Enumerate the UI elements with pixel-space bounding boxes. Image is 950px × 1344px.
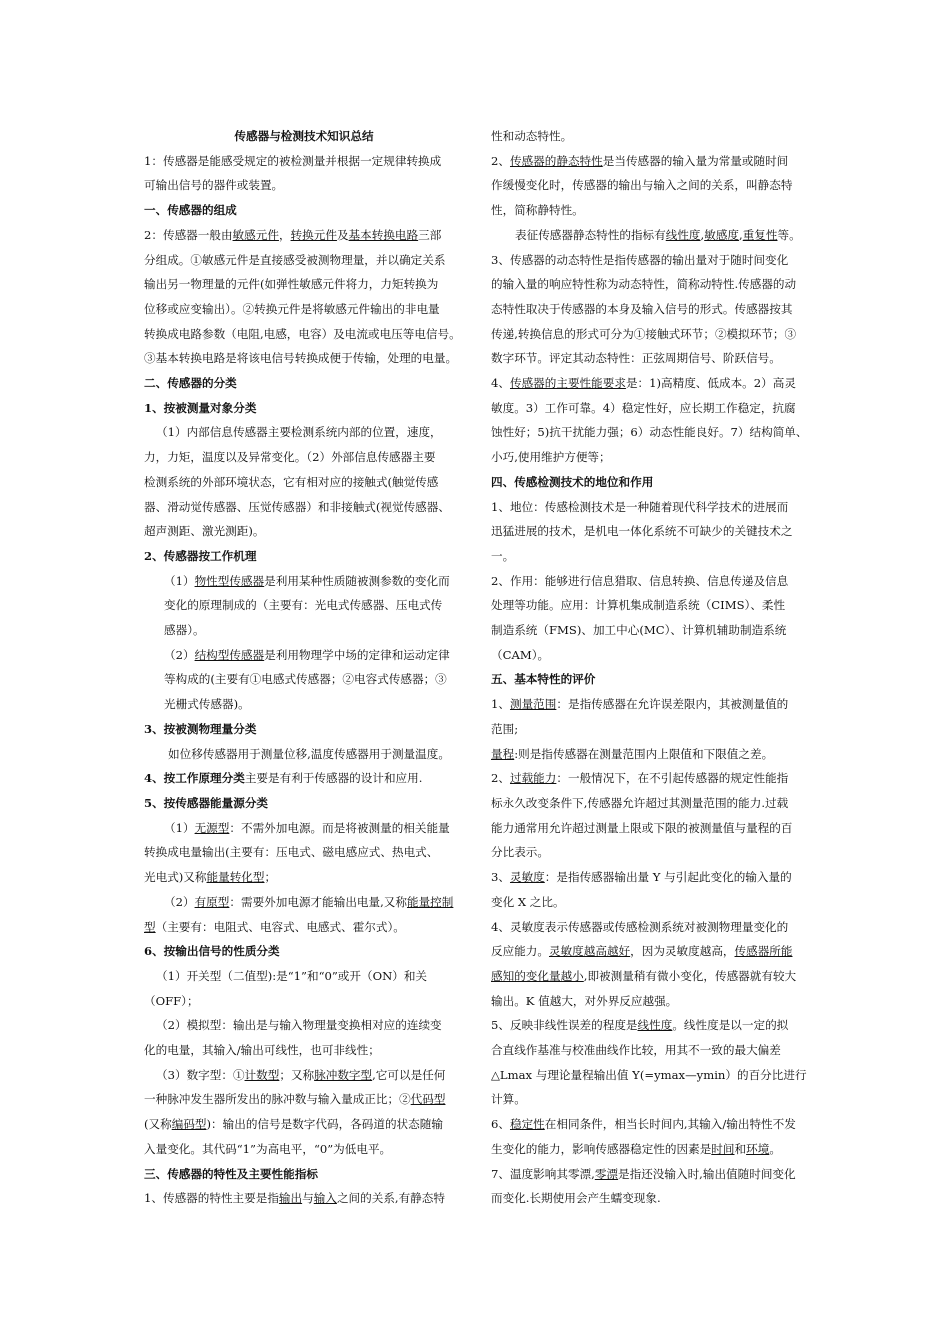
paragraph-line: 传递,转换信息的形式可分为①接触式环节；②模拟环节；③ xyxy=(491,326,797,341)
paragraph-line: 4、传感器的主要性能要求是：1)高精度、低成本。2）高灵 xyxy=(491,376,796,391)
paragraph-line: 态特性取决于传感器的本身及输入信号的形式。传感器按其 xyxy=(491,301,793,316)
section-heading: 四、传感检测技术的地位和作用 xyxy=(491,474,654,489)
paragraph-line: 表征传感器静态特性的指标有线性度,敏感度,重复性等。 xyxy=(515,227,801,242)
paragraph-line: 2：传感器一般由敏感元件，转换元件及基本转换电路三部 xyxy=(144,227,442,242)
paragraph-line: 检测系统的外部环境状态，它有相对应的接触式(触觉传感 xyxy=(144,474,439,489)
paragraph-line: 生变化的能力，影响传感器稳定性的因素是时间和环境。 xyxy=(491,1141,781,1156)
paragraph-line: 5、反映非线性误差的程度是线性度。线性度是以一定的拟 xyxy=(491,1018,789,1033)
subsection-heading: 3、按被测物理量分类 xyxy=(144,721,257,736)
paragraph-line: 型（主要有：电阻式、电容式、电感式、霍尔式）。 xyxy=(144,919,405,934)
section-heading: 二、传感器的分类 xyxy=(144,376,237,391)
paragraph-line: 可输出信号的器件或装置。 xyxy=(144,178,284,193)
paragraph-line: 反应能力。灵敏度越高越好，因为灵敏度越高，传感器所能 xyxy=(491,944,793,959)
paragraph-line: 2、过载能力：一般情况下，在不引起传感器的规定性能指 xyxy=(491,771,789,786)
paragraph-line: 计算。 xyxy=(491,1092,526,1107)
paragraph-line: 标永久改变条件下,传感器允许超过其测量范围的能力.过载 xyxy=(491,795,789,810)
paragraph-line: 输出。K 值越大，对外界反应越强。 xyxy=(491,993,678,1008)
subsection-heading: 1、按被测量对象分类 xyxy=(144,400,257,415)
paragraph-line: 分比表示。 xyxy=(491,845,549,860)
paragraph-line: 器、滑动觉传感器、压觉传感器）和非接触式(视觉传感器、 xyxy=(144,499,450,514)
paragraph-line: 范围; xyxy=(491,721,519,736)
paragraph-line: 7、温度影响其零漂,零漂是指还没输入时,输出值随时间变化 xyxy=(491,1166,796,1181)
paragraph-line: （CAM）。 xyxy=(491,647,550,662)
paragraph-line: 能力通常用允许超过测量上限或下限的被测量值与量程的百 xyxy=(491,820,793,835)
subsection-heading: 6、按输出信号的性质分类 xyxy=(144,944,280,959)
paragraph-line: 小巧,使用维护方便等； xyxy=(491,450,611,465)
paragraph-line: 变化 X 之比。 xyxy=(491,894,565,909)
paragraph-line: 合直线作基准与校准曲线作比较，用其不一致的最大偏差 xyxy=(491,1043,781,1058)
paragraph-line: 性和动态特性。 xyxy=(491,129,573,143)
paragraph-line: (又称编码型)：输出的信号是数字代码，各码道的状态随输 xyxy=(144,1117,443,1132)
paragraph-line: （OFF）； xyxy=(144,993,199,1008)
paragraph-line: 一种脉冲发生器所发出的脉冲数与输入量成正比；②代码型 xyxy=(144,1092,446,1107)
paragraph-line: 制造系统（FMS)、加工中心(MC）、计算机辅助制造系统 xyxy=(491,623,787,638)
paragraph-line: （1）开关型（二值型):是“1”和“0”或开（ON）和关 xyxy=(156,968,428,983)
section-heading: 一、传感器的组成 xyxy=(144,203,237,218)
paragraph-line: 而变化.长期使用会产生蠕变现象. xyxy=(491,1191,661,1206)
section-heading: 三、传感器的特性及主要性能指标 xyxy=(144,1166,318,1181)
paragraph-line: 如位移传感器用于测量位移,温度传感器用于测量温度。 xyxy=(168,746,450,761)
paragraph-line: 力，力矩，温度以及异常变化。（2）外部信息传感器主要 xyxy=(144,450,436,465)
paragraph-line: 敏度。3）工作可靠。4）稳定性好，应长期工作稳定，抗腐 xyxy=(491,400,796,415)
section-heading: 五、基本特性的评价 xyxy=(491,672,596,687)
paragraph-line: 处理等功能。应用：计算机集成制造系统（CIMS）、柔性 xyxy=(491,598,786,613)
paragraph-line: （1）物性型传感器是利用某种性质随被测参数的变化而 xyxy=(164,573,450,588)
paragraph-line: 入量变化。其代码“1”为高电平，“0”为低电平。 xyxy=(144,1141,392,1156)
paragraph-line: 6、稳定性在相同条件，相当长时间内,其输入/输出特性不发 xyxy=(491,1117,796,1132)
paragraph-line: 量程:则是指传感器在测量范围内上限值和下限值之差。 xyxy=(491,746,774,761)
paragraph-line: （1）内部信息传感器主要检测系统内部的位置，速度， xyxy=(156,425,442,440)
paragraph-line: 4、灵敏度表示传感器或传感检测系统对被测物理量变化的 xyxy=(491,919,789,934)
paragraph-line: 感器）。 xyxy=(164,623,205,638)
paragraph-line: 转换成电量输出(主要有：压电式、磁电感应式、热电式、 xyxy=(144,845,439,860)
paragraph-line: 2、传感器的静态特性是当传感器的输入量为常量或随时间 xyxy=(491,153,789,168)
right-column xyxy=(491,124,813,1211)
paragraph-line: 一。 xyxy=(491,548,515,563)
document-title: 传感器与检测技术知识总结 xyxy=(234,129,374,143)
subsection-heading: 2、传感器按工作机理 xyxy=(144,548,257,563)
paragraph-line: 超声测距、激光测距)。 xyxy=(144,524,265,539)
paragraph-line: 2、作用：能够进行信息猎取、信息转换、信息传递及信息 xyxy=(491,573,789,588)
paragraph-line: 变化的原理制成的（主要有：光电式传感器、压电式传 xyxy=(164,598,443,613)
left-column xyxy=(144,124,464,1211)
paragraph-line: （2）结构型传感器是利用物理学中场的定律和运动定律 xyxy=(164,647,450,662)
paragraph-line: 等构成的(主要有①电感式传感器；②电容式传感器；③ xyxy=(164,672,447,687)
subsection-heading: 5、按传感器能量源分类 xyxy=(144,795,269,810)
paragraph-line: 作缓慢变化时，传感器的输出与输入之间的关系，叫静态特 xyxy=(491,178,793,193)
paragraph-line: 感知的变化量越小,即被测量稍有微小变化，传感器就有较大 xyxy=(491,968,797,983)
paragraph-line: 1、传感器的特性主要是指输出与输入之间的关系,有静态特 xyxy=(144,1191,445,1206)
paragraph-line: （2）有原型：需要外加电源才能输出电量,又称能量控制 xyxy=(164,894,454,909)
paragraph-line: （1）无源型：不需外加电源。而是将被测量的相关能量 xyxy=(164,820,450,835)
paragraph-line: 分组成。①敏感元件是直接感受被测物理量，并以确定关系 xyxy=(144,252,446,267)
paragraph-line: 化的电量，其输入/输出可线性，也可非线性； xyxy=(144,1043,380,1058)
paragraph-line: 4、按工作原理分类主要是有利于传感器的设计和应用. xyxy=(144,771,423,786)
paragraph-line: 的输入量的响应特性称为动态特性，简称动特性.传感器的动 xyxy=(491,277,797,292)
paragraph-line: 1、地位：传感检测技术是一种随着现代科学技术的进展而 xyxy=(491,499,789,514)
paragraph-line: 1、测量范围：是指传感器在允许误差限内，其被测量值的 xyxy=(491,697,789,712)
paragraph-line: 转换成电路参数（电阻,电感，电容）及电流或电压等电信号。 xyxy=(144,326,461,341)
paragraph-line: 3、传感器的动态特性是指传感器的输出量对于随时间变化 xyxy=(491,252,789,267)
paragraph-line: （2）模拟型：输出是与输入物理量变换相对应的连续变 xyxy=(156,1018,442,1033)
paragraph-line: 光栅式传感器)。 xyxy=(164,697,250,712)
paragraph-line: 输出另一物理量的元件(如弹性敏感元件将力，力矩转换为 xyxy=(144,277,439,292)
paragraph-line: △Lmax 与理论量程输出值 Y(=ymax—ymin）的百分比进行 xyxy=(491,1067,807,1082)
paragraph-line: 光电式)又称能量转化型； xyxy=(144,870,277,885)
paragraph-line: 迅猛进展的技术，是机电一体化系统不可缺少的关键技术之 xyxy=(491,524,793,539)
paragraph-line: 1：传感器是能感受规定的被检测量并根据一定规律转换成 xyxy=(144,153,442,168)
paragraph-line: 位移或应变输出）。②转换元件是将敏感元件输出的非电量 xyxy=(144,301,440,316)
paragraph-line: 蚀性好；5)抗干扰能力强；6）动态性能良好。7）结构简单、 xyxy=(491,425,808,440)
paragraph-line: 数字环节。评定其动态特性：正弦周期信号、阶跃信号。 xyxy=(491,351,781,366)
paragraph-line: （3）数字型：①计数型；又称脉冲数字型,它可以是任何 xyxy=(156,1067,446,1082)
paragraph-line: 性，简称静特性。 xyxy=(491,203,584,218)
paragraph-line: ③基本转换电路是将该电信号转换成便于传输，处理的电量。 xyxy=(144,351,458,366)
paragraph-line: 3、灵敏度：是指传感器输出量 Y 与引起此变化的输入量的 xyxy=(491,870,792,885)
